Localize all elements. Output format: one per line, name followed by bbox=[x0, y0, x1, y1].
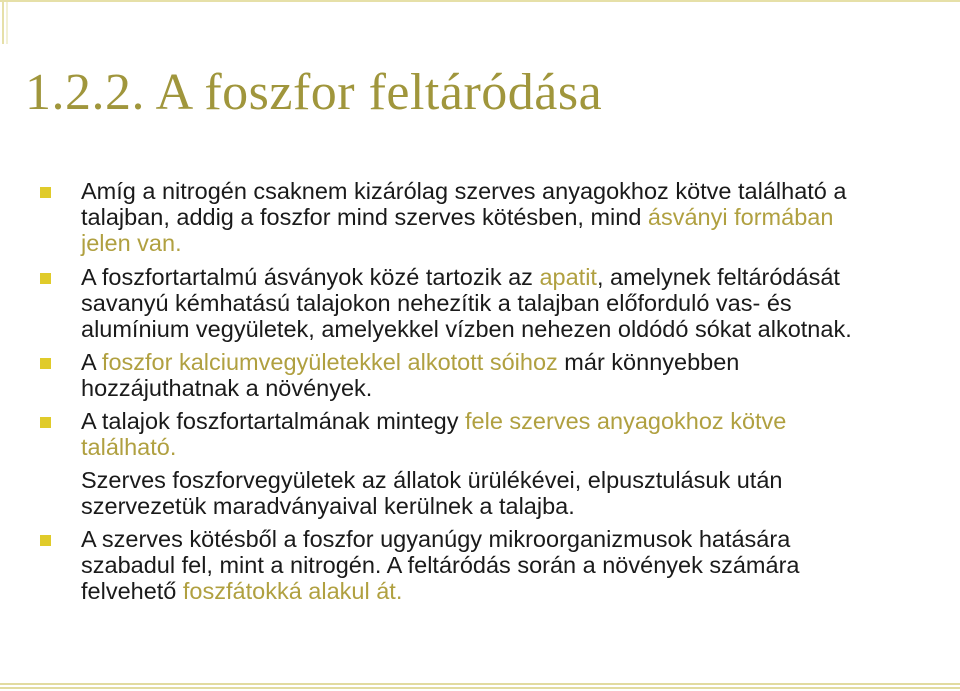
bullet-text bbox=[81, 526, 881, 604]
square-bullet-icon bbox=[40, 273, 51, 284]
paragraph-item bbox=[0, 467, 881, 519]
bullet-text bbox=[81, 349, 881, 401]
square-bullet-icon bbox=[40, 187, 51, 198]
square-bullet-icon bbox=[40, 535, 51, 546]
bullet-text bbox=[81, 408, 881, 460]
square-bullet-icon bbox=[40, 417, 51, 428]
text-segment: A foszfortartalmú ásványok közé tartozik az bbox=[81, 264, 540, 290]
highlighted-text: foszfor kalciumvegyületekkel alkotott sóihoz bbox=[101, 349, 558, 375]
text-segment: A szerves kötésből a foszfor ugyanúgy mikroorganizmusok hatására szabadul fel, mint a nitrogén. A feltáródás során a növények számára felvehető bbox=[81, 526, 800, 604]
bullet-item-1 bbox=[0, 178, 881, 256]
bullet-item-4 bbox=[0, 408, 881, 460]
highlighted-text: fele szerves anyagokhoz kötve található. bbox=[81, 408, 787, 460]
highlighted-text: ásványi formában jelen van. bbox=[81, 204, 834, 256]
text-segment: már könnyebben hozzájuthatnak a növények. bbox=[81, 349, 740, 401]
paragraph-text: Szerves foszforvegyületek az állatok ürülékévei, elpusztulásuk után szervezetük maradványaival kerülnek a talajba. bbox=[81, 467, 783, 519]
bullet-item-3 bbox=[0, 349, 881, 401]
bullet-item-5 bbox=[0, 526, 881, 604]
bullet-item-2 bbox=[0, 264, 881, 342]
highlighted-text: apatit bbox=[539, 264, 597, 290]
bullet-text bbox=[81, 264, 881, 342]
square-bullet-icon bbox=[40, 358, 51, 369]
top-corner-decoration bbox=[0, 0, 960, 44]
text-segment: A bbox=[81, 349, 102, 375]
bullet-text bbox=[81, 178, 881, 256]
text-segment: Amíg a nitrogén csaknem kizárólag szerves anyagokhoz kötve található a talajban, addig a foszfor mind szerves kötésben, mind bbox=[81, 178, 847, 230]
highlighted-text: foszfátokká alakul át. bbox=[182, 578, 403, 604]
bottom-rule-decoration bbox=[0, 682, 960, 691]
bullet-list bbox=[0, 178, 960, 604]
text-segment: A talajok foszfortartalmának mintegy bbox=[81, 408, 466, 434]
text-segment: , amelynek feltáródását savanyú kémhatású talajokon nehezítik a talajban előforduló vas- és alumínium vegyületek, amelyekkel vízben nehezen oldódó sókat alkotnak. bbox=[81, 264, 852, 342]
slide-title: 1.2.2. A foszfor feltáródása bbox=[25, 64, 603, 121]
